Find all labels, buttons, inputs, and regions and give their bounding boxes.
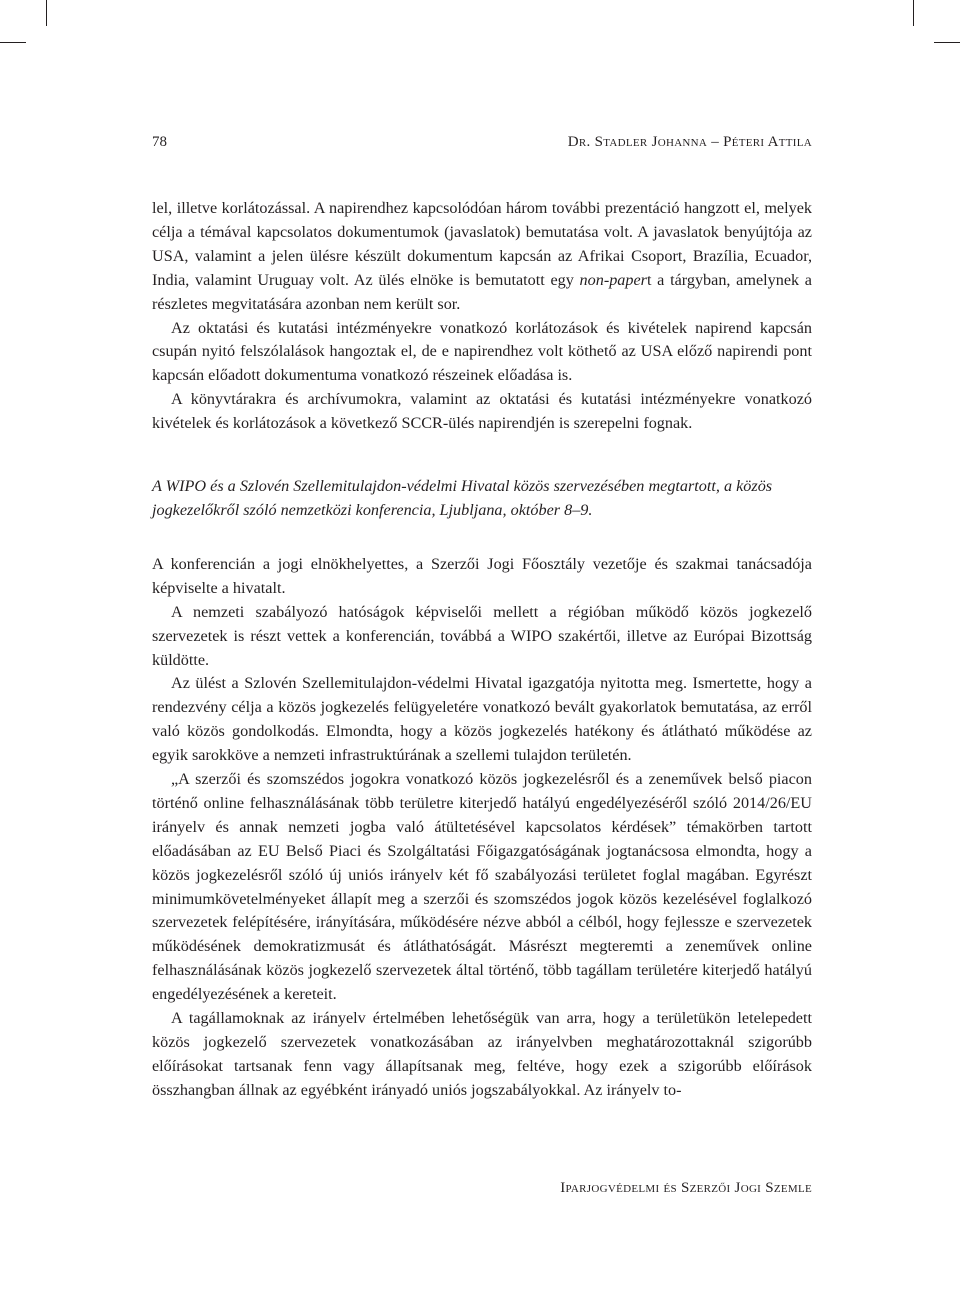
page-number: 78 xyxy=(152,134,167,150)
paragraph-1: lel, illetve korlátozással. A napirendhez kapcsolódóan három további prezentáció hangzott el, melyek célja a témával kapcsolatos dokumentumok (javaslatok) bemutatása volt. A javaslatok benyújtója az USA, valamint a jelen ülésre készült dokumentum kapcsán az Afrikai Csoport, Brazília, Ecuador, India, valamint Uruguay volt. Az ülés elnöke is bemutatott egy non-papert a tárgyban, amelynek a részletes megvitatására azonban nem került sor. xyxy=(152,199,812,313)
crop-mark-top-right xyxy=(913,0,914,26)
crop-mark-top-left-horizontal xyxy=(0,42,26,43)
running-head-authors: Dr. Stadler Johanna – Péteri Attila xyxy=(567,134,812,150)
paragraph-7: „A szerzői és szomszédos jogokra vonatkozó közös jogkezelésről és a zeneművek belső piacon történő online felhasználásának több területre kiterjedő hatályú engedélyezéséről szóló 2014/26/EU irányelv és annak nemzeti jogba való átültetésével kapcsolatos kérdések” témakörben tartott előadásában az EU Belső Piaci és Szolgáltatási Főigazgatóságának jogtanácsosa elmondta, hogy a közös jogkezelésről szóló új uniós irányelv két fő szabályozási területet foglal magában. Egyrészt minimumkövetelményeket állapít meg a szerzői és szomszédos jogok közös kezelésével foglalkozó szervezetek felépítésére, irányítására, működésére nézve abból a célból, hogy fejlessze e szervezetek működésének demokratizmusát és átláthatóságát. Másrészt megteremti a zeneművek online felhasználásának közös jogkezelő szervezetek által történő, több tagállam területére kiterjedő hatályú engedélyezésének a kereteit. xyxy=(152,770,812,1004)
running-foot-journal: Iparjogvédelmi és Szerzői Jogi Szemle xyxy=(560,1180,812,1196)
crop-mark-top-right-horizontal xyxy=(934,42,960,43)
paragraph-5: A nemzeti szabályozó hatóságok képviselői mellett a régióban működő közös jogkezelő szervezetek is részt vettek a konferencián, továbbá a WIPO szakértői, illetve az Európai Bizottság küldötte. xyxy=(152,602,812,669)
paragraph-2: Az oktatási és kutatási intézményekre vonatkozó korlátozások és kivételek napirend kapcsán csupán nyitó felszólalások hangoztak el, de e napirendhez volt köthető az USA előző napirendi pont kapcsán előadott dokumentuma vonatkozó részeinek előadása is. xyxy=(152,318,812,385)
section-title: A WIPO és a Szlovén Szellemitulajdon-védelmi Hivatal közös szervezésében megtartott, a közös jogkezelőkről szóló nemzetközi konferencia, Ljubljana, október 8–9. xyxy=(152,477,773,519)
paragraph-6: Az ülést a Szlovén Szellemitulajdon-védelmi Hivatal igazgatója nyitotta meg. Ismertette, hogy a rendezvény célja a közös jogkezelés felügyeletére vonatkozó bevált gyakorlatok bemutatása, az erről való közös gondolkodás. Elmondta, hogy a közös jogkezelés hatékony és átlátható működése az egyik sarokköve a nemzeti infrastruktúrának a szellemi tulajdon területén. xyxy=(152,674,812,765)
italic-term: non-paper xyxy=(579,270,647,289)
paragraph-4: A konferencián a jogi elnökhelyettes, a Szerzői Jogi Főosztály vezetője és szakmai tanácsadója képviselte a hivatalt. xyxy=(152,554,812,597)
paragraph-8: A tagállamoknak az irányelv értelmében lehetőségük van arra, hogy a területükön letelepedett közös jogkezelő szervezetek vonatkozásában az irányelvben meghatározottaknál szigorúbb előírásokat tartsanak fenn vagy állapítsanak meg, feltéve, hogy ezek a szigorúbb előírások összhangban állnak az egyébként irányadó uniós jogszabályokkal. Az irányelv to- xyxy=(152,1009,812,1099)
body-text xyxy=(152,197,812,1103)
crop-mark-top-left xyxy=(46,0,47,26)
paragraph-3: A könyvtárakra és archívumokra, valamint az oktatási és kutatási intézményekre vonatkozó kivételek és korlátozások a következő SCCR-ülés napirendjén is szerepelni fognak. xyxy=(152,390,812,433)
